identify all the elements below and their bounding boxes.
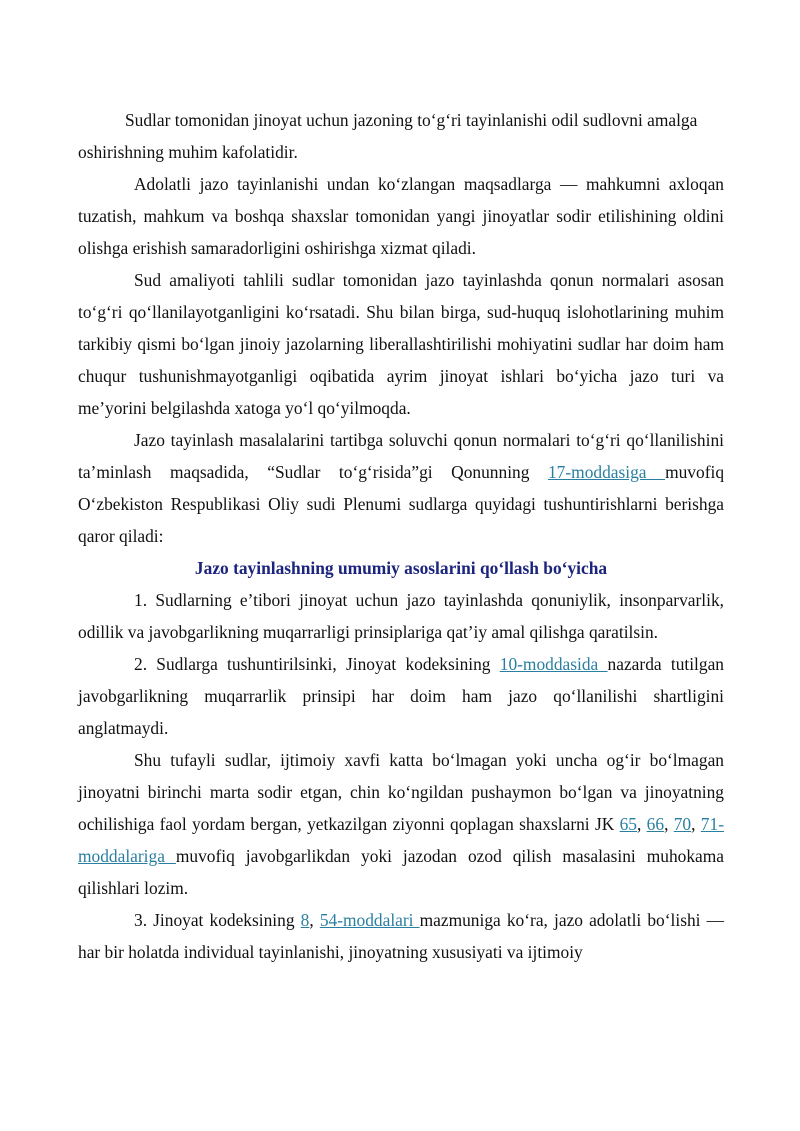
section-heading: Jazo tayinlashning umumiy asoslarini qo‘llash bo‘yicha (194, 558, 608, 578)
separator: , (691, 814, 701, 834)
link-article-8[interactable]: 8 (300, 910, 310, 930)
separator: , (637, 814, 647, 834)
paragraph-purpose: Adolatli jazo tayinlanishi undan ko‘zlangan maqsadlarga — mahkumni axloqan tuzatish, mahkum va boshqa shaxslar tomonidan yangi jinoyatlar sodir etilishining oldini olishga erishish samaradorligini oshirishga xizmat qiladi. (78, 174, 724, 258)
text-segment: muvofiq O‘zbekiston Respublikasi Oliy sudi Plenumi sudlarga quyidagi tushuntirishlarni berishga qaror qiladi: (78, 462, 725, 546)
text-segment: Shu tufayli sudlar, ijtimoiy xavfi katta bo‘lmagan yoki uncha og‘ir bo‘lmagan jinoyatni birinchi marta sodir etgan, chin ko‘ngildan pushaymon bo‘lgan va jinoyatning ochilishiga faol yordam bergan, yetkazilgan ziyonni qoplagan shaxslarni JK (78, 750, 724, 834)
text-segment: nazarda tutilgan javobgarlikning muqarrarlik prinsipi har doim ham jazo qo‘llanilishi shartligini anglatmaydi. (78, 654, 724, 738)
link-article-70[interactable]: 70 (673, 814, 692, 834)
link-article-66[interactable]: 66 (646, 814, 665, 834)
link-article-54[interactable]: 54-moddalari (319, 910, 420, 930)
paragraph-item-1: 1. Sudlarning e’tibori jinoyat uchun jazo tayinlashda qonuniylik, insonparvarlik, odillik va javobgarlikning muqarrarligi prinsiplariga qat’iy amal qilishga qaratilsin. (78, 590, 724, 642)
text-segment: 3. Jinoyat kodeksining (134, 910, 301, 930)
link-article-10[interactable]: 10-moddasida (499, 654, 608, 674)
text-segment: Jazo tayinlash masalalarini tartibga soluvchi qonun normalari to‘g‘ri qo‘llanilishini ta’minlash maqsadida, “Sudlar to‘g‘risida”gi Qonunning (78, 430, 724, 482)
link-article-71[interactable]: 71-moddalariga (78, 814, 724, 866)
paragraph-exemption (78, 744, 724, 904)
paragraph-intro: Sudlar tomonidan jinoyat uchun jazoning to‘g‘ri tayinlanishi odil sudlovni amalga oshirishning muhim kafolatidir. (78, 110, 698, 162)
document-page (78, 104, 724, 968)
paragraph-practice: Sud amaliyoti tahlili sudlar tomonidan jazo tayinlashda qonun normalari asosan to‘g‘ri qo‘llanilayotganligini ko‘rsatadi. Shu bilan birga, sud-huquq islohotlarining muhim tarkibiy qismi bo‘lgan jinoiy jazolarning liberallashtirilishi mohiyatini sudlar har doim ham chuqur tushunishmayotganligi oqibatida ayrim jinoyat ishlari bo‘yicha jazo turi va me’yorini belgilashda xatoga yo‘l qo‘yilmoqda. (78, 270, 724, 418)
separator: , (664, 814, 674, 834)
separator: , (309, 910, 320, 930)
text-segment: 2. Sudlarga tushuntirilsinki, Jinoyat kodeksining (134, 654, 500, 674)
paragraph-item-2 (78, 648, 724, 744)
text-segment: muvofiq javobgarlikdan yoki jazodan ozod qilish masalasini muhokama qilishlari lozim. (78, 846, 724, 898)
link-article-17[interactable]: 17-moddasiga (547, 462, 666, 482)
paragraph-item-3 (78, 904, 724, 968)
text-segment: mazmuniga ko‘ra, jazo adolatli bo‘lishi — har bir holatda individual tayinlanishi, jinoyatning xususiyati va ijtimoiy (78, 910, 725, 962)
paragraph-resolution (78, 424, 724, 552)
link-article-65[interactable]: 65 (619, 814, 637, 834)
